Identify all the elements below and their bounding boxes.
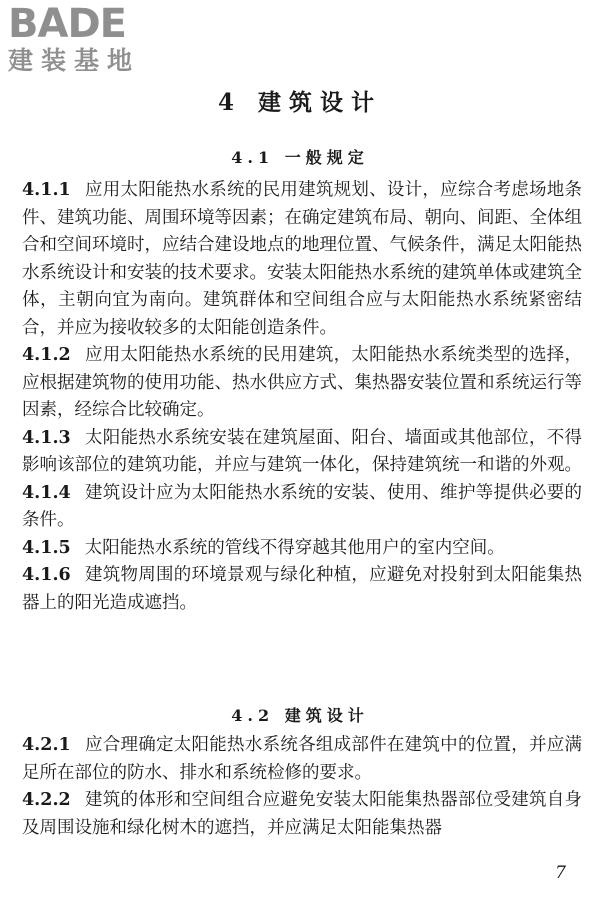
page-number: 7 [555, 863, 566, 883]
clause-number: 4.1.5 [22, 537, 71, 558]
clause-number: 4.1.4 [22, 482, 71, 503]
watermark-subtitle: 建装基地 [8, 46, 141, 75]
clause-number: 4.1.1 [22, 180, 71, 200]
clause-text: 应用太阳能热水系统的民用建筑规划、设计，应综合考虑场地条件、建筑功能、周围环境等因素；在确定建筑布局、朝向、间距、全体组合和空间环境时，应结合建设地点的地理位置、气候条件，满足太阳能热水系统设计和安装的技术要求。安装太阳能热水系统的建筑单体或建筑全体，主朝向宜为南向。建筑群体和空间组合应与太阳能热水系统紧密结合，并应为接收较多的太阳能创造条件。 [22, 180, 582, 338]
section-4-1-content [22, 177, 582, 617]
clause-4-2-1 [22, 732, 582, 787]
clause-text: 建筑设计应为太阳能热水系统的安装、使用、维护等提供必要的条件。 [22, 482, 582, 530]
clause-number: 4.1.3 [22, 427, 71, 448]
clause-number: 4.1.6 [22, 565, 71, 585]
clause-4-1-2 [22, 342, 582, 425]
section-4-2-content [22, 732, 582, 842]
clause-text: 建筑的体形和空间组合应避免安装太阳能集热器部位受建筑自身及周围设施和绿化树木的遮挡，并应满足太阳能集热器 [22, 790, 582, 838]
clause-number: 4.2.2 [22, 790, 71, 810]
chapter-title: 4 建筑设计 [217, 89, 382, 116]
clause-4-2-2 [22, 787, 582, 842]
clause-text: 应合理确定太阳能热水系统各组成部件在建筑中的位置，并应满足所在部位的防水、排水和系统检修的要求。 [22, 735, 582, 783]
clause-4-1-1 [22, 177, 582, 342]
watermark-brand: BADE [8, 1, 126, 47]
clause-4-1-3 [22, 425, 582, 480]
clause-number: 4.2.1 [22, 735, 71, 755]
section-title-4-1: 4.1 一般规定 [231, 148, 369, 167]
clause-text: 应用太阳能热水系统的民用建筑，太阳能热水系统类型的选择，应根据建筑物的使用功能、热水供应方式、集热器安装位置和系统运行等因素，经综合比较确定。 [22, 345, 582, 420]
clause-text: 建筑物周围的环境景观与绿化种植，应避免对投射到太阳能集热器上的阳光造成遮挡。 [22, 565, 582, 613]
watermark-logo [8, 2, 178, 76]
clause-number: 4.1.2 [22, 345, 71, 365]
clause-4-1-5 [22, 535, 582, 563]
clause-text: 太阳能热水系统安装在建筑屋面、阳台、墙面或其他部位，不得影响该部位的建筑功能，并应与建筑一体化，保持建筑统一和谐的外观。 [22, 427, 582, 475]
clause-text: 太阳能热水系统的管线不得穿越其他用户的室内空间。 [84, 537, 505, 558]
section-title-4-2: 4.2 建筑设计 [231, 706, 369, 725]
clause-4-1-6 [22, 562, 582, 617]
clause-4-1-4 [22, 480, 582, 535]
